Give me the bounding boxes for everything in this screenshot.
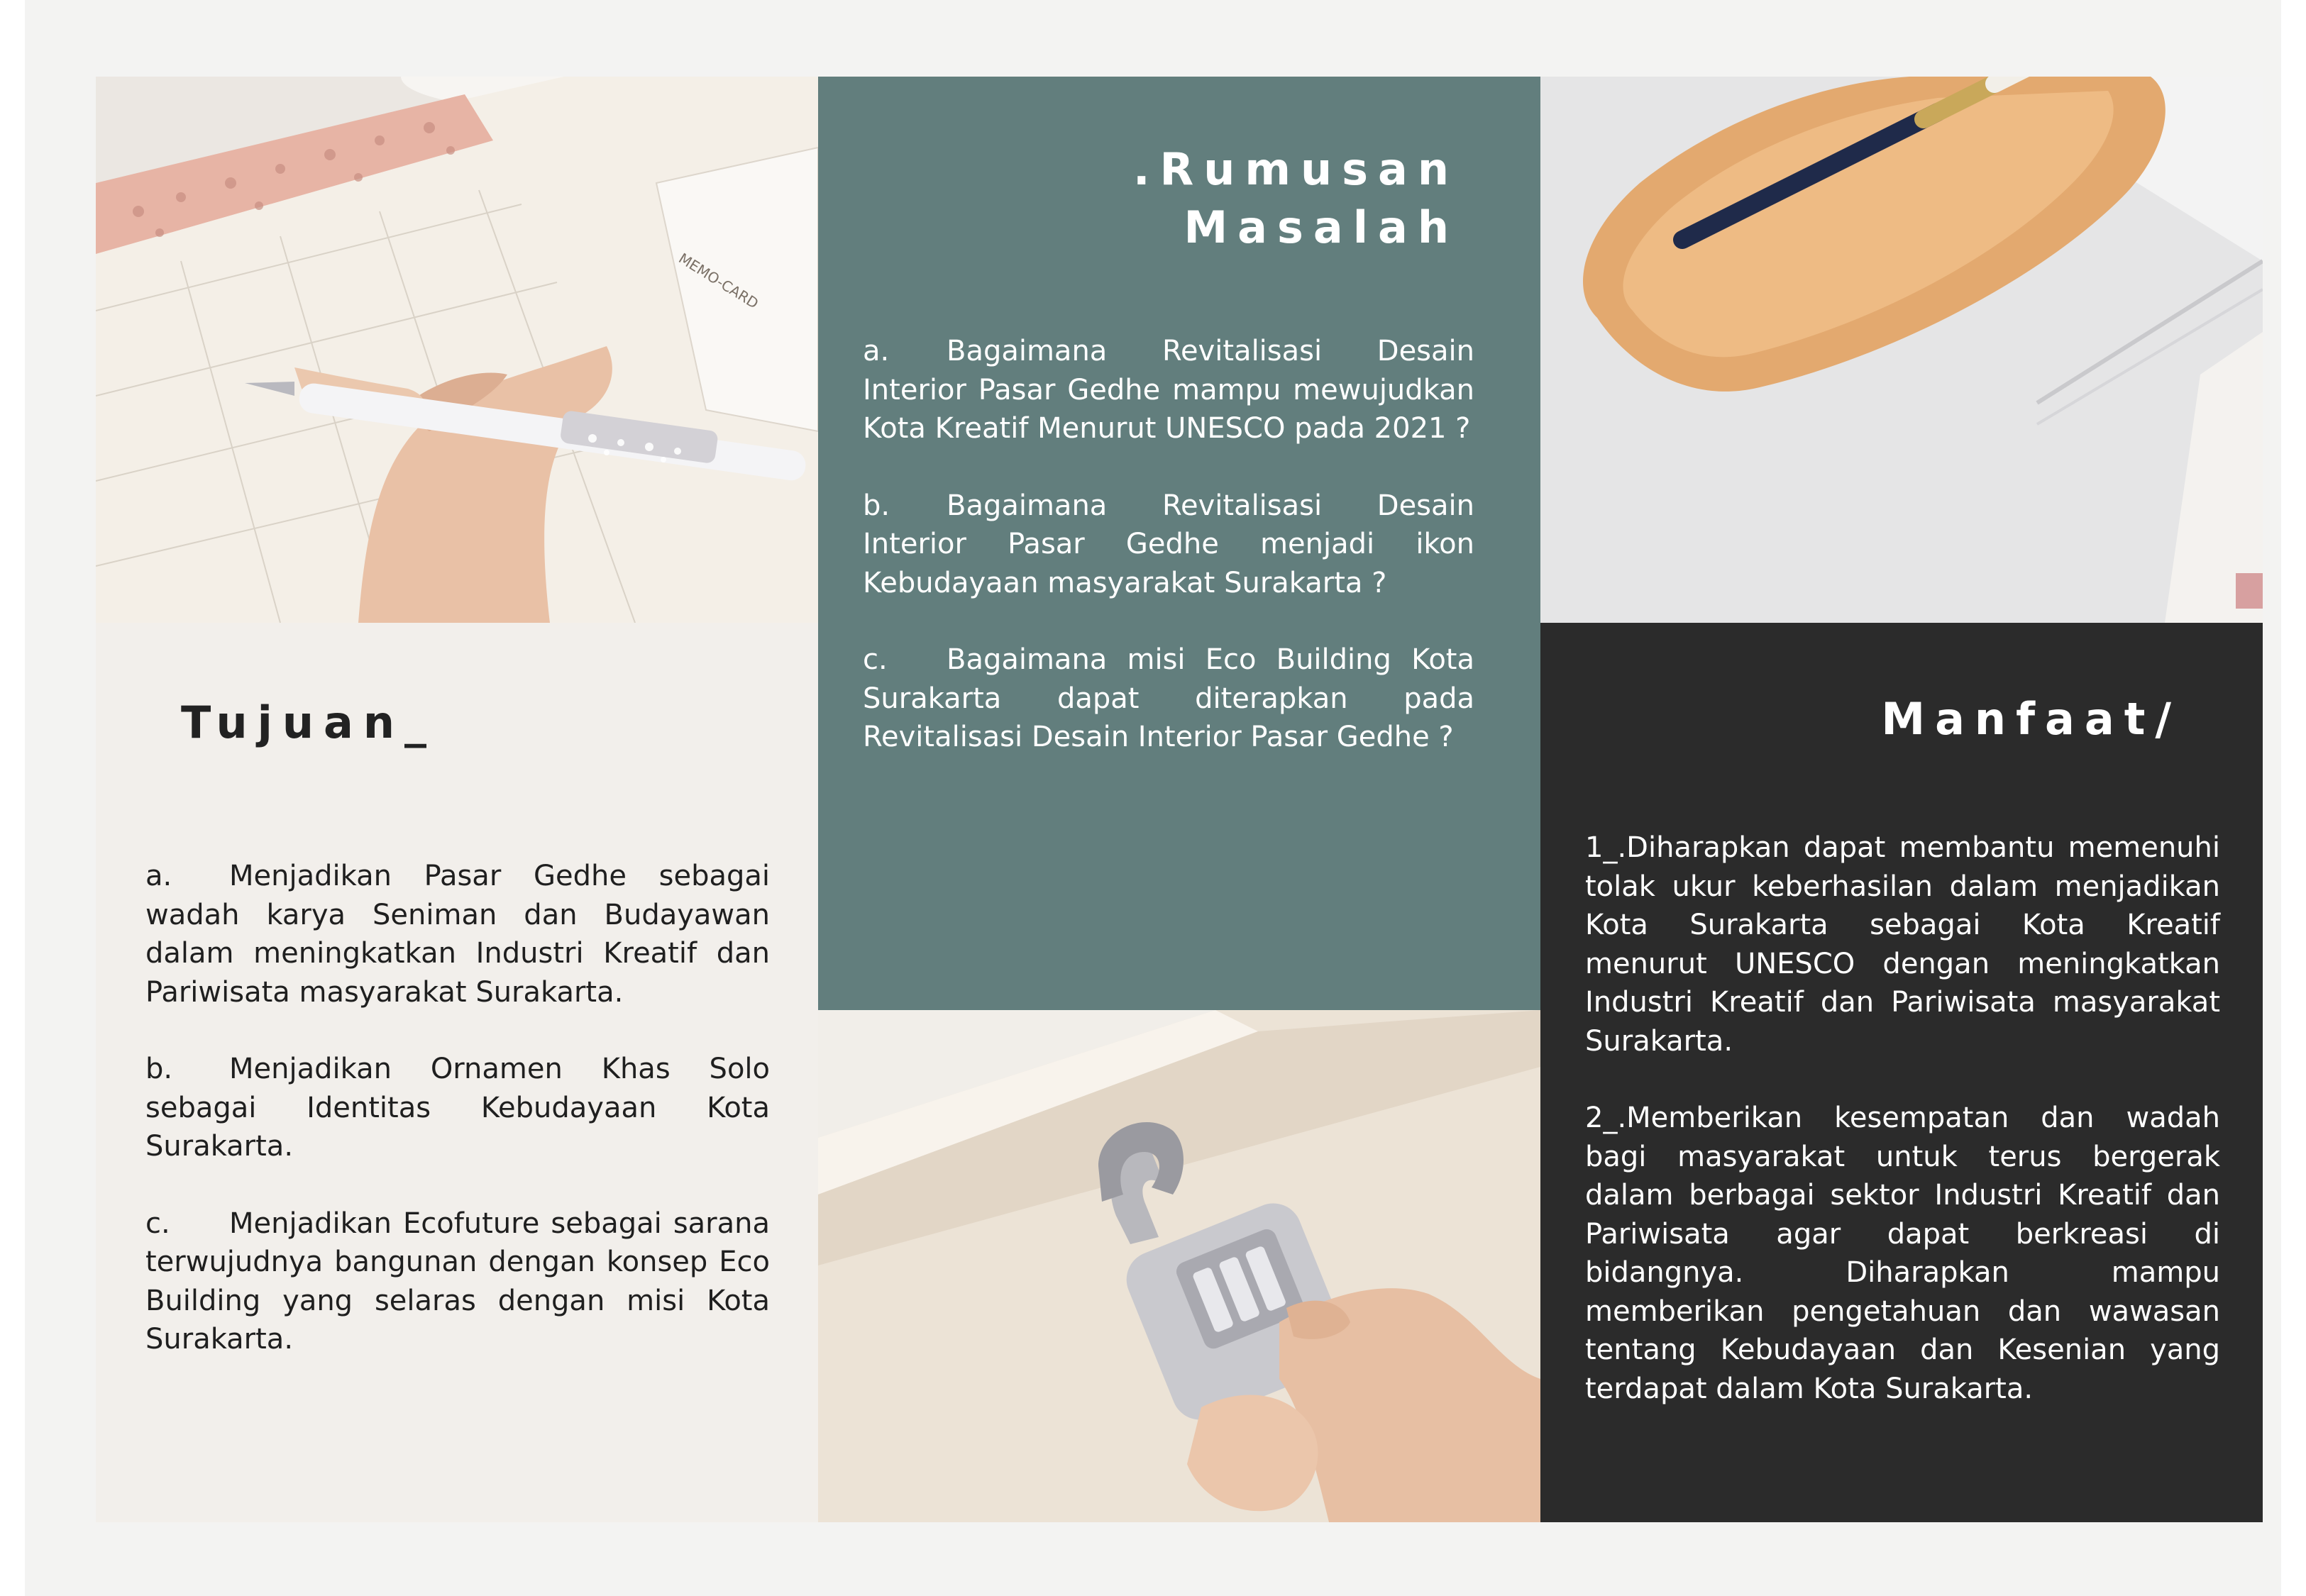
manfaat-list [1585, 829, 2220, 1446]
pen-tray-illustration [1540, 77, 2263, 623]
list-item: 1_.Diharapkan dapat membantu memenuhi tolak ukur keberhasilan dalam menjadikan Kota Surakarta sebagai Kota Kreatif menurut UNESCO dengan meningkatkan Industri Kreatif dan Pariwisata masyarakat Surakarta. [1585, 831, 2220, 1058]
photo-pen-on-tray [1540, 77, 2263, 623]
tujuan-heading: Tujuan_ [181, 697, 436, 748]
rumusan-heading-line2: Masalah [1184, 201, 1459, 253]
rumusan-list [863, 332, 1474, 795]
list-item-label: b. [863, 489, 890, 522]
manfaat-heading: Manfaat/ [1881, 693, 2181, 745]
padlock-illustration [818, 1010, 1540, 1522]
list-item [863, 641, 1474, 757]
list-item-label: a. [145, 860, 172, 892]
list-item-label: a. [863, 335, 890, 367]
list-item [145, 857, 770, 1012]
memo-card-label: MEMO-CARD [675, 249, 762, 312]
list-item [863, 487, 1474, 603]
rumusan-masalah-section [818, 77, 1540, 1010]
list-item-text: Menjadikan Ornamen Khas Solo sebagai Identitas Kebudayaan Kota Surakarta. [145, 1053, 770, 1163]
list-item [145, 1204, 770, 1359]
list-item-text: Bagaimana Revitalisasi Desain Interior Pasar Gedhe menjadi ikon Kebudayaan masyarakat Surakarta ? [863, 489, 1474, 599]
manfaat-section [1540, 623, 2263, 1522]
list-item-text: Menjadikan Ecofuture sebagai sarana terwujudnya bangunan dengan konsep Eco Building yang selaras dengan misi Kota Surakarta. [145, 1207, 770, 1356]
rumusan-heading [1133, 140, 1459, 257]
brochure-page [25, 0, 2281, 1596]
list-item [863, 332, 1474, 448]
rumusan-heading-line1: .Rumusan [1132, 143, 1459, 195]
list-item-text: Bagaimana Revitalisasi Desain Interior Pasar Gedhe mampu mewujudkan Kota Kreatif Menurut UNESCO pada 2021 ? [863, 335, 1474, 445]
tujuan-section [96, 623, 818, 1522]
list-item-label: c. [863, 643, 888, 676]
list-item: 2_.Memberikan kesempatan dan wadah bagi masyarakat untuk terus bergerak dalam berbagai sektor Industri Kreatif dan Pariwisata agar dapat berkreasi di bidangnya. Diharapkan mampu memberikan pengetahuan dan wawasan tentang Kebudayaan dan Kesenian yang terdapat dalam Kota Surakarta. [1585, 1102, 2220, 1405]
photo-hand-writing-planner [96, 77, 818, 623]
list-item-label: c. [145, 1207, 170, 1240]
list-item [145, 1050, 770, 1166]
list-item-text: Menjadikan Pasar Gedhe sebagai wadah karya Seniman dan Budayawan dalam meningkatkan Industri Kreatif dan Pariwisata masyarakat Surakarta. [145, 860, 770, 1009]
photo-padlock [818, 1010, 1540, 1522]
list-item-text: Bagaimana misi Eco Building Kota Surakarta dapat diterapkan pada Revitalisasi Desain Interior Pasar Gedhe ? [863, 643, 1474, 753]
list-item-label: b. [145, 1053, 173, 1085]
tujuan-list [145, 857, 770, 1397]
planner-illustration [96, 77, 818, 623]
